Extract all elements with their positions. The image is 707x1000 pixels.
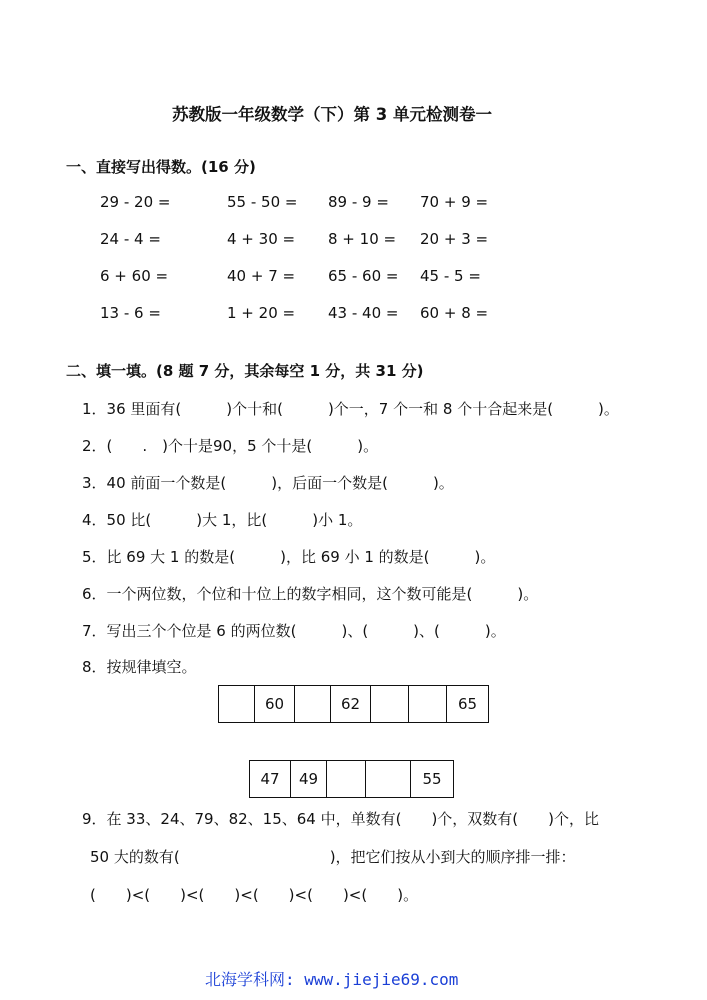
sequence-cell: 60 (255, 686, 295, 723)
footer-watermark: 北海学科网: www.jiejie69.com (205, 970, 459, 989)
calc-item: 45 - 5 = (420, 267, 481, 285)
calc-item: 40 + 7 = (227, 267, 296, 285)
question-6: 6．一个两位数，个位和十位上的数字相同，这个数可能是( )。 (82, 585, 539, 603)
sequence-cell: 55 (411, 761, 454, 798)
calc-item: 70 + 9 = (420, 193, 489, 211)
calc-item: 89 - 9 = (328, 193, 389, 211)
sequence-cell: 62 (331, 686, 371, 723)
calc-item: 29 - 20 = (100, 193, 171, 211)
sequence-table-1 (218, 685, 489, 723)
question-2: 2．( . )个十是90，5 个十是( )。 (82, 437, 379, 455)
sequence-cell: 47 (250, 761, 291, 798)
section-1-heading: 一、直接写出得数。(16 分) (66, 158, 256, 176)
sequence-cell (366, 761, 411, 798)
question-3: 3．40 前面一个数是( )，后面一个数是( )。 (82, 474, 454, 492)
sequence-table-2 (249, 760, 454, 798)
calc-item: 24 - 4 = (100, 230, 161, 248)
question-1: 1．36 里面有( )个十和( )个一，7 个一和 8 个十合起来是( )。 (82, 400, 619, 418)
question-5: 5．比 69 大 1 的数是( )，比 69 小 1 的数是( )。 (82, 548, 496, 566)
section-2-heading: 二、填一填。(8 题 7 分，其余每空 1 分，共 31 分) (66, 362, 424, 380)
question-9-line-1: 9．在 33、24、79、82、15、64 中，单数有( )个，双数有( )个，比 (82, 810, 600, 828)
calc-item: 20 + 3 = (420, 230, 489, 248)
question-4: 4．50 比( )大 1，比( )小 1。 (82, 511, 363, 529)
question-9-line-3: ( )<( )<( )<( )<( )<( )。 (90, 886, 419, 904)
calc-item: 8 + 10 = (328, 230, 397, 248)
calc-item: 1 + 20 = (227, 304, 296, 322)
sequence-cell: 65 (447, 686, 489, 723)
calc-item: 13 - 6 = (100, 304, 161, 322)
calc-item: 60 + 8 = (420, 304, 489, 322)
calc-item: 4 + 30 = (227, 230, 296, 248)
calc-item: 43 - 40 = (328, 304, 399, 322)
question-7: 7．写出三个个位是 6 的两位数( )、( )、( )。 (82, 622, 506, 640)
sequence-cell (327, 761, 366, 798)
calc-item: 65 - 60 = (328, 267, 399, 285)
calc-item: 6 + 60 = (100, 267, 169, 285)
sequence-cell: 49 (291, 761, 327, 798)
page-title: 苏教版一年级数学（下）第 3 单元检测卷一 (172, 105, 492, 124)
sequence-cell (409, 686, 447, 723)
sequence-cell (371, 686, 409, 723)
question-8: 8．按规律填空。 (82, 658, 197, 676)
sequence-cell (219, 686, 255, 723)
sequence-cell (295, 686, 331, 723)
question-9-line-2: 50 大的数有( )，把它们按从小到大的顺序排一排： (90, 848, 576, 866)
calc-item: 55 - 50 = (227, 193, 298, 211)
